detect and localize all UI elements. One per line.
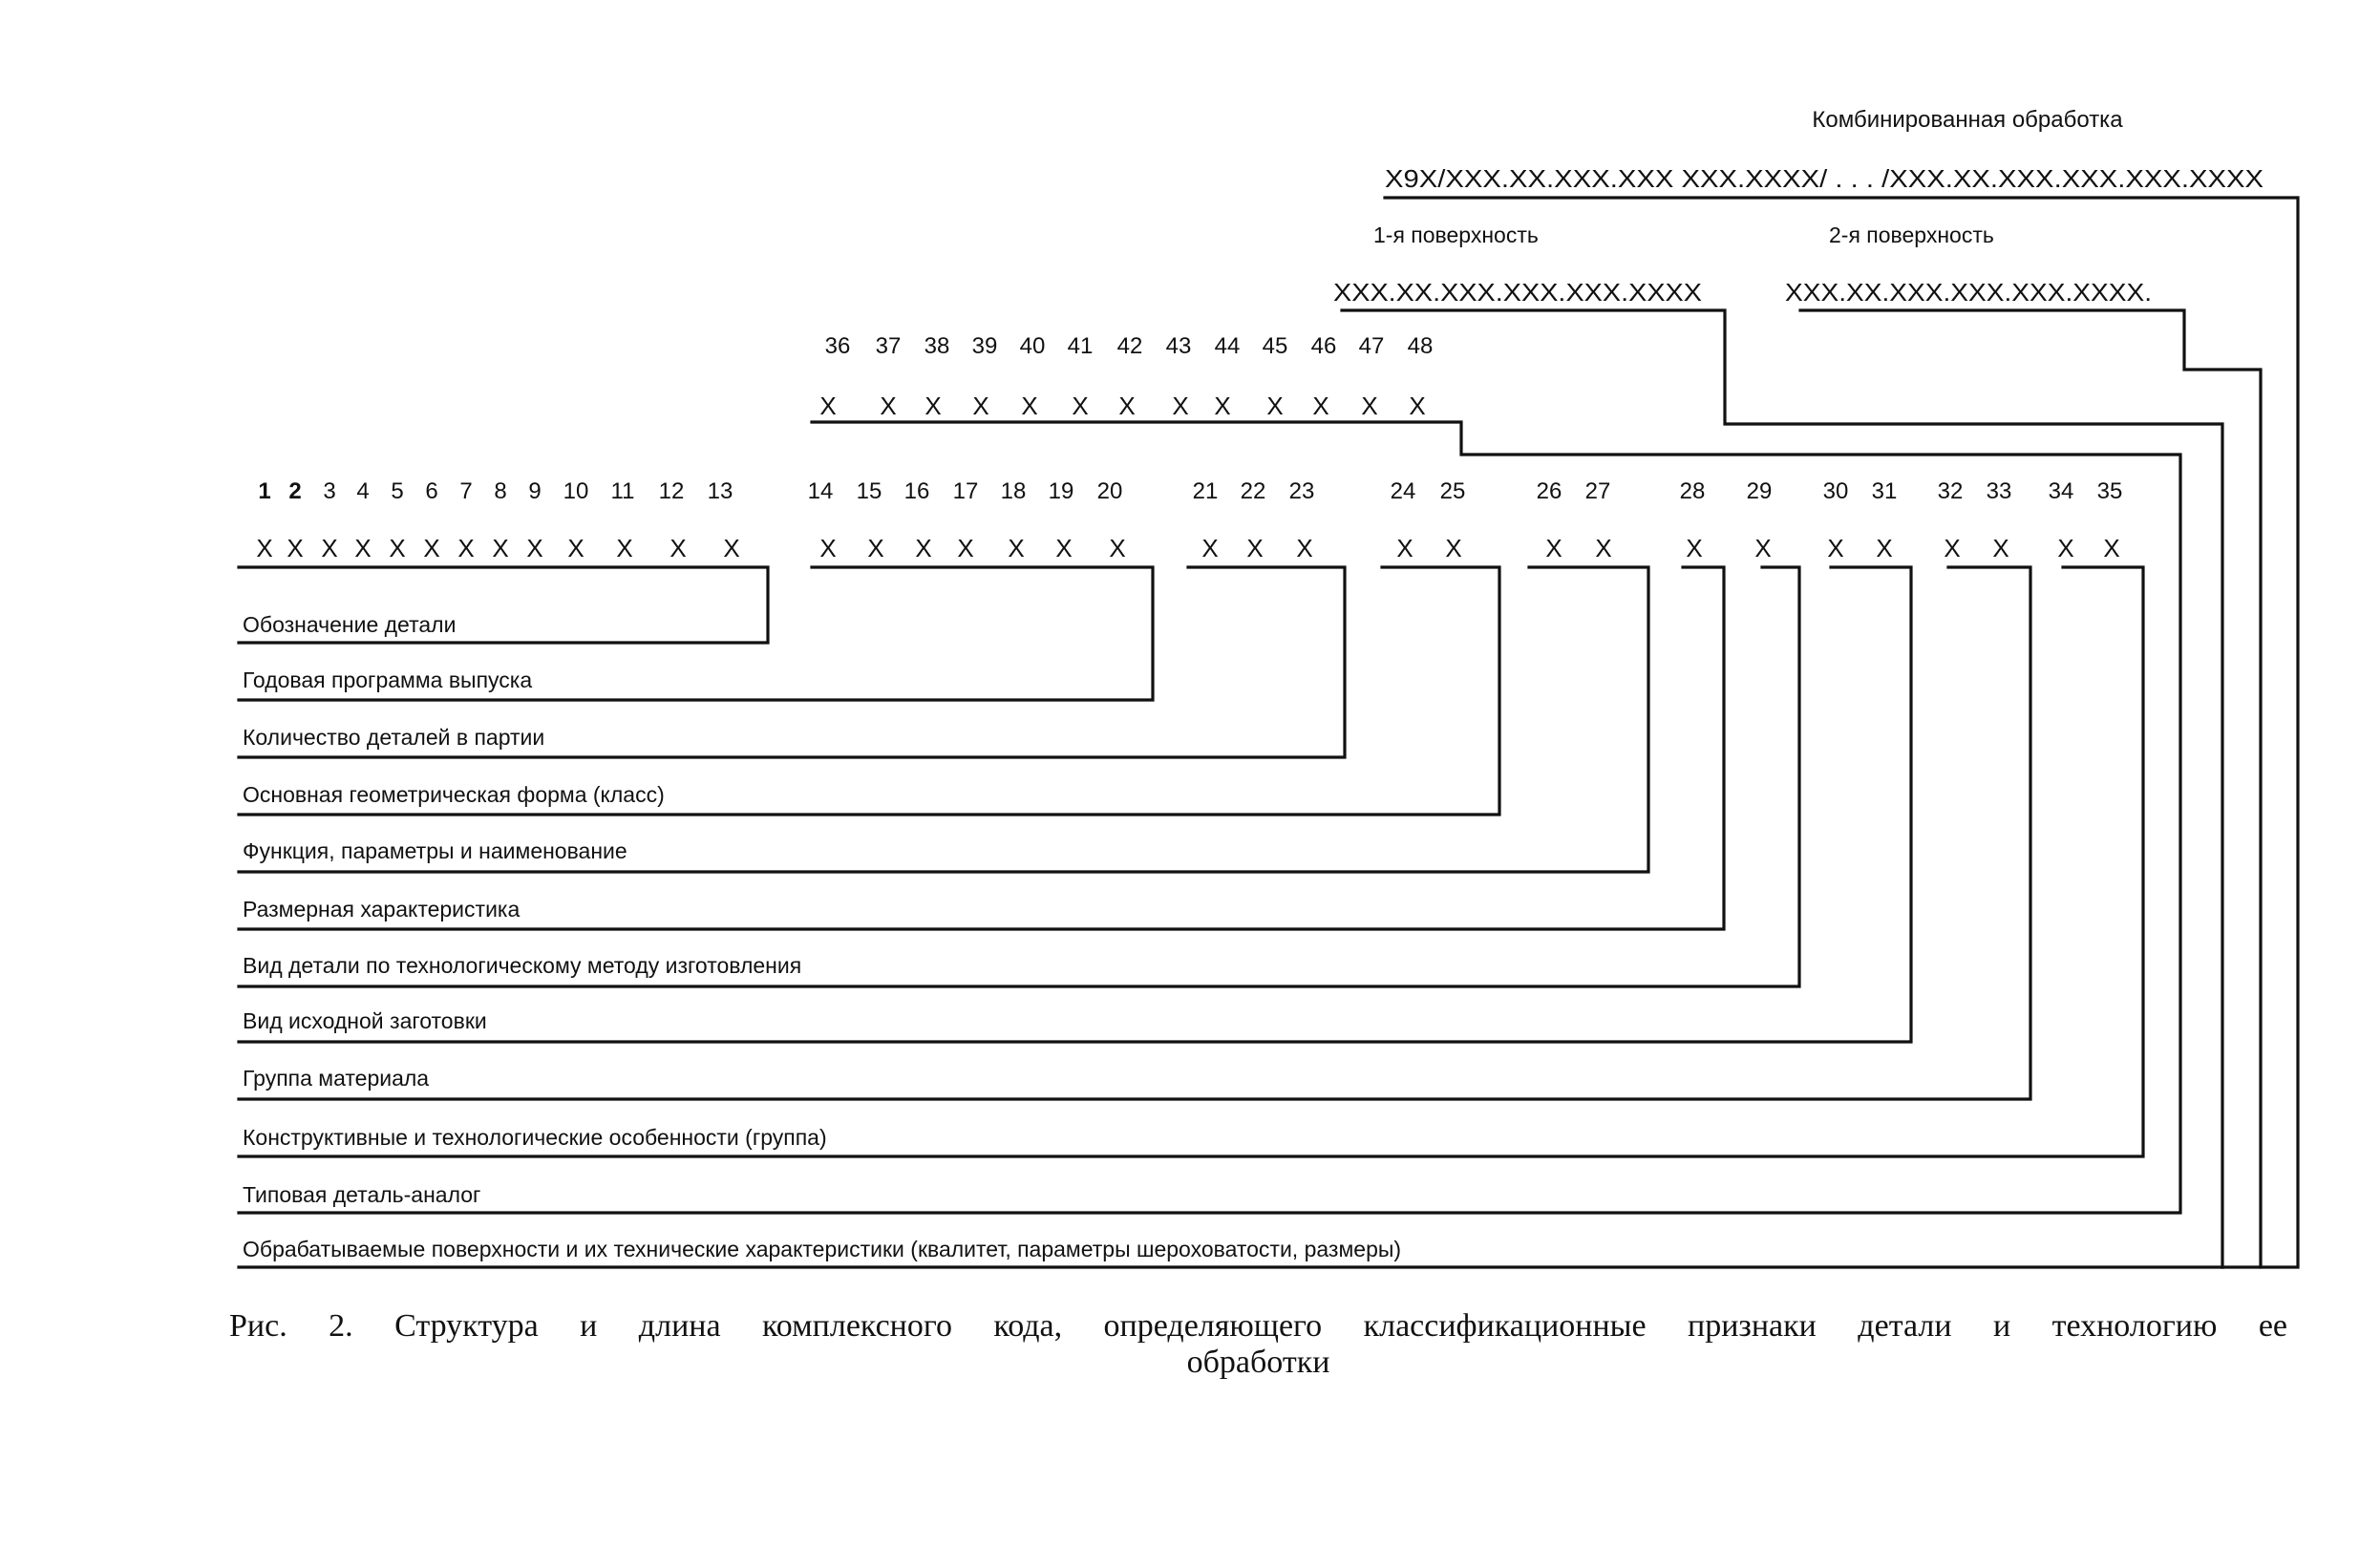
position-mark-10: X (567, 534, 584, 562)
position-mark-24: X (1396, 534, 1413, 562)
position-mark-29: X (1754, 534, 1772, 562)
position-number-18: 18 (1000, 478, 1027, 504)
position-number-17: 17 (952, 478, 979, 504)
surface-label-2: 2-я поверхность (1829, 222, 1994, 247)
position-mark-17: X (957, 534, 974, 562)
position-mark-14: X (819, 534, 837, 562)
feature-label-12: Обрабатываемые поверхности и их технические характеристики (квалитет, параметры шероховатости, размеры) (243, 1237, 1402, 1261)
position-number-25: 25 (1439, 478, 1466, 504)
position-number-45: 45 (1262, 333, 1288, 359)
position-mark-35: X (2103, 534, 2120, 562)
position-mark-6: X (423, 534, 440, 562)
position-mark-19: X (1055, 534, 1073, 562)
position-number-46: 46 (1310, 333, 1337, 359)
position-mark-31: X (1876, 534, 1893, 562)
position-mark-32: X (1944, 534, 1961, 562)
feature-label-6: Размерная характеристика (243, 897, 521, 922)
position-number-36: 36 (824, 333, 851, 359)
position-number-41: 41 (1067, 333, 1094, 359)
position-mark-30: X (1827, 534, 1844, 562)
position-mark-48: X (1409, 392, 1426, 420)
position-number-4: 4 (356, 478, 370, 504)
position-number-27: 27 (1584, 478, 1611, 504)
position-mark-22: X (1246, 534, 1264, 562)
position-number-14: 14 (807, 478, 834, 504)
position-number-13: 13 (707, 478, 733, 504)
position-number-29: 29 (1746, 478, 1773, 504)
combined-processing-code: X9X/XXX.XX.XXX.XXX XXX.XXXX/ . . . /XXX.XX.XXX.XXX.XXX.XXXX (1385, 164, 2263, 193)
position-number-37: 37 (875, 333, 902, 359)
position-number-44: 44 (1214, 333, 1241, 359)
position-number-42: 42 (1116, 333, 1143, 359)
position-number-30: 30 (1822, 478, 1849, 504)
position-mark-46: X (1312, 392, 1329, 420)
position-mark-23: X (1296, 534, 1313, 562)
position-number-33: 33 (1986, 478, 2012, 504)
position-mark-20: X (1109, 534, 1126, 562)
position-number-6: 6 (425, 478, 438, 504)
position-mark-16: X (915, 534, 932, 562)
position-mark-39: X (972, 392, 989, 420)
position-number-38: 38 (924, 333, 950, 359)
position-number-16: 16 (903, 478, 930, 504)
position-mark-3: X (321, 534, 338, 562)
position-number-9: 9 (528, 478, 542, 504)
position-number-1: 1 (258, 478, 271, 504)
position-number-11: 11 (610, 478, 635, 504)
position-number-35: 35 (2096, 478, 2123, 504)
position-number-34: 34 (2048, 478, 2074, 504)
position-number-2: 2 (288, 478, 302, 504)
position-mark-1: X (256, 534, 273, 562)
position-number-47: 47 (1358, 333, 1385, 359)
position-number-5: 5 (391, 478, 404, 504)
feature-label-4: Основная геометрическая форма (класс) (243, 782, 665, 807)
position-mark-34: X (2057, 534, 2074, 562)
feature-label-11: Типовая деталь-аналог (243, 1182, 481, 1207)
feature-label-1: Обозначение детали (243, 612, 457, 637)
position-mark-45: X (1266, 392, 1284, 420)
position-mark-37: X (880, 392, 897, 420)
leader-line-7 (239, 567, 1799, 986)
position-mark-36: X (819, 392, 837, 420)
feature-label-8: Вид исходной заготовки (243, 1008, 487, 1033)
leader-line-15 (1385, 198, 2298, 1267)
position-mark-42: X (1118, 392, 1136, 420)
position-mark-33: X (1992, 534, 2009, 562)
position-mark-7: X (457, 534, 475, 562)
position-number-26: 26 (1536, 478, 1562, 504)
feature-label-9: Группа материала (243, 1066, 430, 1091)
position-mark-13: X (723, 534, 740, 562)
surface-code-1: XXX.XX.XXX.XXX.XXX.XXXX (1333, 278, 1702, 307)
position-mark-41: X (1072, 392, 1089, 420)
feature-label-10: Конструктивные и технологические особенности (группа) (243, 1125, 827, 1150)
figure-caption-line-1: Рис. 2. Структура и длина комплексного кода, определяющего классификационные признаки детали и технологию ее (229, 1308, 2287, 1344)
position-number-22: 22 (1240, 478, 1266, 504)
feature-label-2: Годовая программа выпуска (243, 667, 533, 692)
figure-caption (229, 1308, 2287, 1381)
surface-code-2: XXX.XX.XXX.XXX.XXX.XXXX. (1785, 278, 2152, 307)
position-mark-44: X (1214, 392, 1231, 420)
position-mark-2: X (287, 534, 304, 562)
position-mark-9: X (526, 534, 543, 562)
position-number-43: 43 (1165, 333, 1192, 359)
position-mark-27: X (1595, 534, 1612, 562)
figure-caption-line-2: обработки (1186, 1345, 1330, 1380)
position-mark-8: X (492, 534, 509, 562)
position-number-10: 10 (563, 478, 589, 504)
position-number-24: 24 (1390, 478, 1416, 504)
position-number-3: 3 (323, 478, 336, 504)
position-number-12: 12 (658, 478, 685, 504)
leader-line-9 (239, 567, 2030, 1099)
position-number-48: 48 (1407, 333, 1434, 359)
position-number-15: 15 (856, 478, 882, 504)
position-mark-43: X (1172, 392, 1189, 420)
position-mark-4: X (354, 534, 372, 562)
surface-label-1: 1-я поверхность (1373, 222, 1539, 247)
position-mark-25: X (1445, 534, 1462, 562)
feature-label-7: Вид детали по технологическому методу изготовления (243, 953, 802, 978)
position-mark-38: X (924, 392, 942, 420)
position-number-32: 32 (1937, 478, 1964, 504)
position-number-20: 20 (1096, 478, 1123, 504)
position-mark-40: X (1021, 392, 1038, 420)
feature-label-5: Функция, параметры и наименование (243, 838, 627, 863)
position-mark-21: X (1201, 534, 1219, 562)
position-mark-26: X (1545, 534, 1562, 562)
position-number-40: 40 (1019, 333, 1046, 359)
position-mark-11: X (616, 534, 633, 562)
combined-processing-title: Комбинированная обработка (1812, 107, 2123, 133)
position-number-8: 8 (494, 478, 507, 504)
position-mark-12: X (669, 534, 687, 562)
position-mark-28: X (1686, 534, 1703, 562)
position-number-21: 21 (1192, 478, 1219, 504)
position-mark-15: X (867, 534, 884, 562)
feature-label-3: Количество деталей в партии (243, 725, 545, 750)
position-number-7: 7 (459, 478, 473, 504)
position-number-31: 31 (1871, 478, 1898, 504)
position-number-23: 23 (1288, 478, 1315, 504)
position-mark-47: X (1361, 392, 1378, 420)
position-mark-5: X (389, 534, 406, 562)
position-number-28: 28 (1679, 478, 1706, 504)
position-number-39: 39 (971, 333, 998, 359)
position-mark-18: X (1008, 534, 1025, 562)
position-number-19: 19 (1048, 478, 1074, 504)
